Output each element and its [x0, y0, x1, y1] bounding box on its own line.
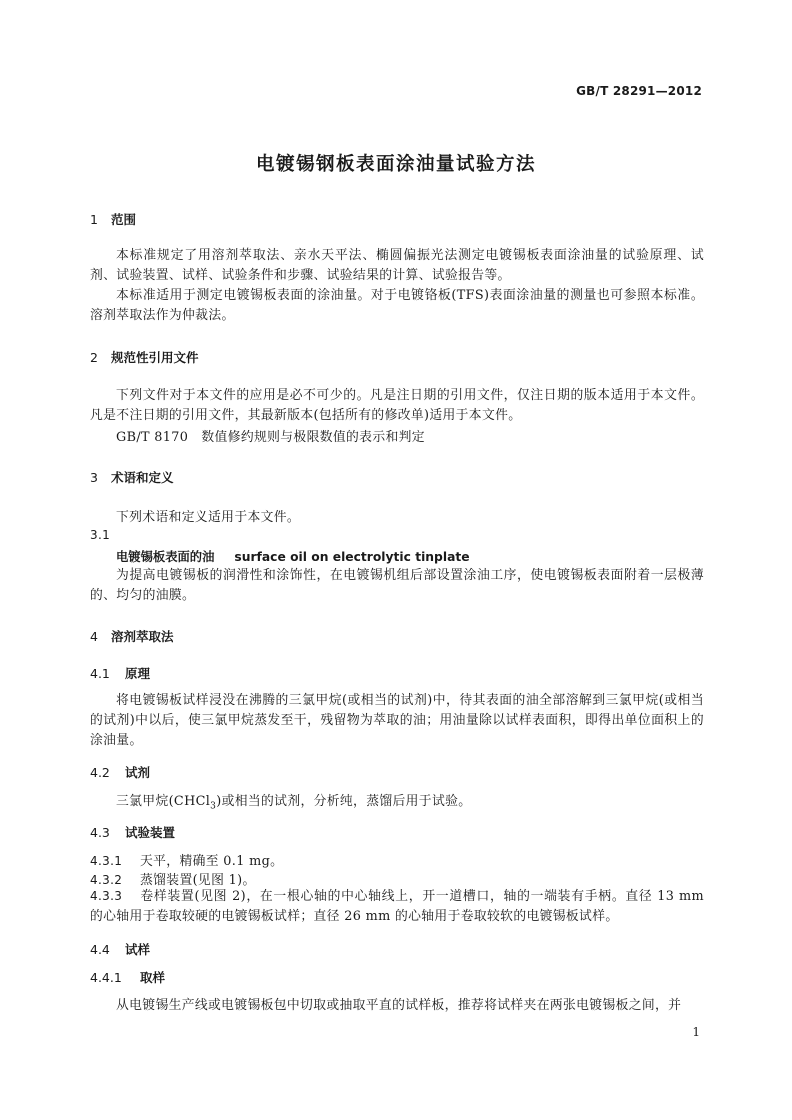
subsection-title: 试样 [125, 942, 151, 957]
section-4-1-heading [90, 664, 150, 682]
standard-code: GB/T 28291—2012 [576, 84, 702, 98]
subsection-number: 4.4 [90, 942, 110, 957]
subsection-number: 4.1 [90, 666, 110, 681]
section-1-heading [90, 210, 136, 228]
term-chinese: 电镀锡板表面的油 [116, 550, 215, 564]
section-4-4-heading [90, 940, 150, 958]
page-number: 1 [692, 1025, 700, 1039]
item-4-3-3 [90, 886, 704, 927]
term-heading [116, 547, 470, 565]
term-number: 3.1 [90, 528, 111, 542]
section-title: 规范性引用文件 [111, 350, 199, 365]
section-4-1-paragraph: 将电镀锡板试样浸没在沸腾的三氯甲烷(或相当的试剂)中，待其表面的油全部溶解到三氯甲烷(或相当的试剂)中以后，使三氯甲烷蒸发至干，残留物为萃取的油；用油量除以试样表面积，即得出单位面积上的涂油量。 [90, 693, 704, 748]
section-1-paragraph-2: 本标准适用于测定电镀锡板表面的涂油量。对于电镀铬板(TFS)表面涂油量的测量也可参照本标准。溶剂萃取法作为仲裁法。 [90, 288, 704, 323]
section-4-4-1-heading [90, 968, 165, 986]
item-number: 4.3.2 [90, 873, 123, 887]
term-definition: 为提高电镀锡板的润滑性和涂饰性，在电镀锡机组后部设置涂油工序，使电镀锡板表面附着一层极薄的、均匀的油膜。 [90, 568, 704, 603]
section-number: 4 [90, 629, 98, 644]
item-number: 4.3.3 [90, 889, 123, 903]
item-text: 蒸馏装置(见图 1)。 [140, 873, 256, 888]
subsection-title: 取样 [140, 970, 166, 985]
section-number: 2 [90, 350, 98, 365]
item-text: 天平，精确至 0.1 mg。 [140, 854, 284, 869]
section-2-heading [90, 348, 199, 366]
section-title: 范围 [111, 212, 137, 227]
subsection-title: 试验装置 [125, 825, 176, 840]
section-3-paragraph-1: 下列术语和定义适用于本文件。 [116, 510, 301, 525]
subsection-number: 4.4.1 [90, 970, 122, 985]
item-text: 卷样装置(见图 2)，在一根心轴的中心轴线上，开一道槽口，轴的一端装有手柄。直径 13 mm 的心轴用于卷取较硬的电镀锡板试样；直径 26 mm 的心轴用于卷取较软的电镀锡板试样。 [90, 889, 704, 924]
subsection-number: 4.2 [90, 765, 110, 780]
item-number: 4.3.1 [90, 854, 123, 868]
section-4-2-heading [90, 763, 150, 781]
subsection-number: 4.3 [90, 825, 110, 840]
section-title: 术语和定义 [111, 470, 174, 485]
term-english: surface oil on electrolytic tinplate [234, 550, 470, 564]
reagent-text-b: )或相当的试剂，分析纯，蒸馏后用于试验。 [216, 794, 472, 809]
subsection-title: 原理 [125, 666, 151, 681]
section-3-heading [90, 468, 174, 486]
document-title: 电镀锡钢板表面涂油量试验方法 [255, 154, 536, 175]
section-4-3-heading [90, 823, 175, 841]
reagent-subscript: 3 [210, 801, 217, 812]
subsection-title: 试剂 [125, 765, 151, 780]
section-title: 溶剂萃取法 [111, 629, 174, 644]
section-2-paragraph-1: 下列文件对于本文件的应用是必不可少的。凡是注日期的引用文件，仅注日期的版本适用于本文件。凡是不注日期的引用文件，其最新版本(包括所有的修改单)适用于本文件。 [90, 388, 704, 423]
section-1-paragraph-1: 本标准规定了用溶剂萃取法、亲水天平法、椭圆偏振光法测定电镀锡板表面涂油量的试验原理、试剂、试验装置、试样、试验条件和步骤、试验结果的计算、试验报告等。 [90, 248, 704, 283]
reagent-text-a: 三氯甲烷(CHCl [116, 794, 211, 809]
section-4-heading [90, 627, 174, 645]
section-4-2-paragraph [116, 790, 471, 812]
section-number: 1 [90, 212, 98, 227]
normative-reference: GB/T 8170 数值修约规则与极限数值的表示和判定 [116, 430, 425, 445]
section-4-4-1-paragraph: 从电镀锡生产线或电镀锡板包中切取或抽取平直的试样板，推荐将试样夹在两张电镀锡板之间，并 [116, 998, 682, 1013]
item-4-3-1 [90, 850, 283, 869]
section-number: 3 [90, 470, 98, 485]
